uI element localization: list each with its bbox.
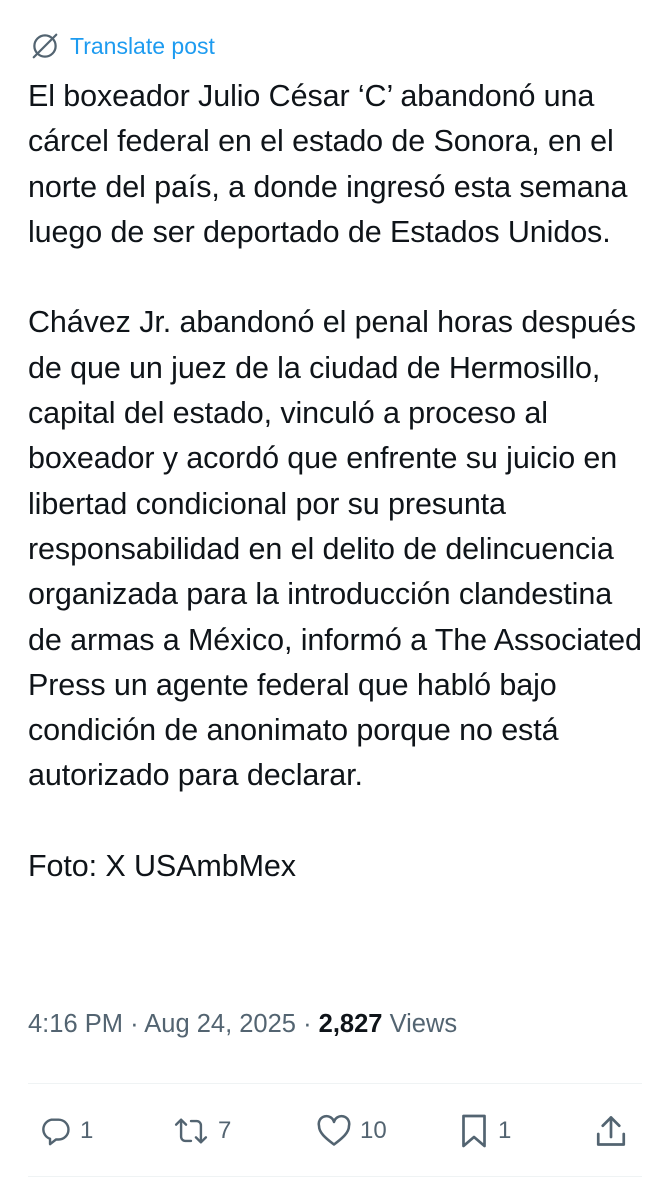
post-paragraph: Chávez Jr. abandonó el penal horas después de que un juez de la ciudad de Hermosillo, capital del estado, vinculó a proceso al boxeador y acordó que enfrente su juicio en libertad condicional por su presunta responsabilidad en el delito de delincuencia organizada para la introducción clandestina de armas a México, informó a The Associated Press un agente federal que habló bajo condición de anonimato porque no está autorizado para declarar. [28,305,642,793]
post-metadata [28,1010,457,1039]
reply-count: 1 [80,1117,94,1144]
post-paragraph: Foto: X USAmbMex [28,849,296,884]
bookmark-button[interactable] [458,1108,511,1154]
views-count: 2,827 [318,1010,383,1038]
reply-icon [38,1114,72,1148]
like-count: 10 [360,1117,387,1144]
post-time[interactable]: 4:16 PM [28,1010,123,1038]
translate-post-label: Translate post [70,32,215,59]
like-button[interactable] [316,1108,387,1154]
translate-globe-icon [30,31,60,61]
views-label: Views [389,1010,458,1038]
meta-separator: · [130,1010,139,1038]
repost-count: 7 [218,1117,232,1144]
share-button[interactable] [594,1108,628,1154]
translate-post-link[interactable] [30,30,215,62]
heart-icon [316,1114,352,1148]
meta-separator: · [303,1010,312,1038]
repost-icon [172,1114,210,1148]
reply-button[interactable] [38,1108,93,1154]
action-bar [0,1108,671,1154]
bookmark-count: 1 [498,1117,512,1144]
post-date[interactable]: Aug 24, 2025 [144,1010,296,1038]
repost-button[interactable] [172,1108,231,1154]
post-text [28,74,648,889]
share-icon [594,1113,628,1149]
bookmark-icon [458,1113,490,1149]
divider [28,1083,642,1084]
divider [28,1176,642,1177]
post-paragraph: El boxeador Julio César ‘C’ abandonó una cárcel federal en el estado de Sonora, en el norte del país, a donde ingresó esta semana luego de ser deportado de Estados Unidos. [28,79,628,249]
